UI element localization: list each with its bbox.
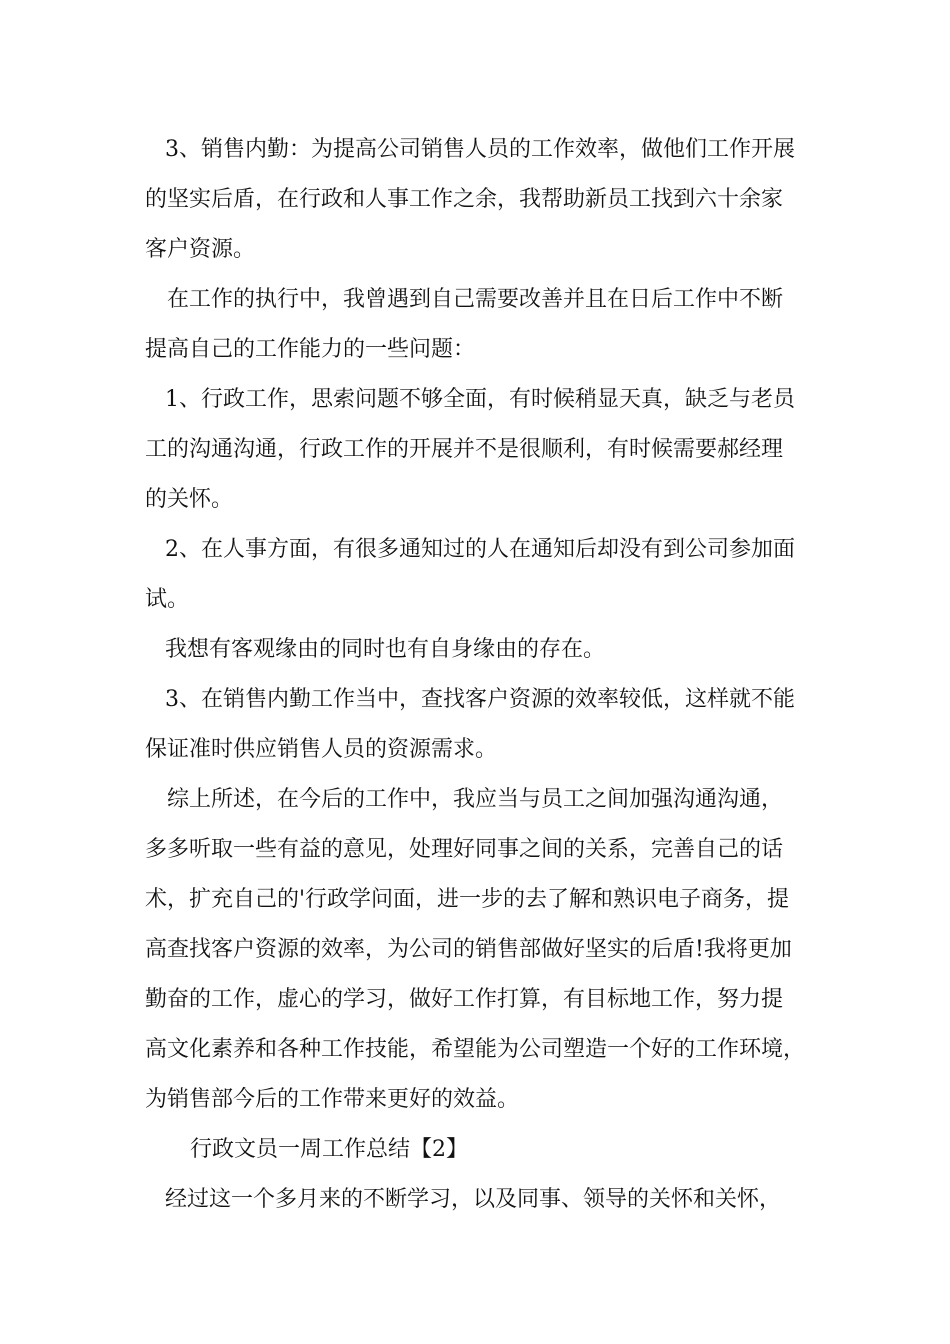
text-line: 在工作的执行中，我曾遇到自己需要改善并且在日后工作中不断 (167, 287, 784, 312)
text-line: 勤奋的工作，虚心的学习，做好工作打算，有目标地工作，努力提 (145, 987, 784, 1012)
text-line: 3、在销售内勤工作当中，查找客户资源的效率较低，这样就不能 (165, 687, 795, 712)
text-line: 高文化素养和各种工作技能，希望能为公司塑造一个好的工作环境， (145, 1037, 806, 1062)
text-line: 提高自己的工作能力的一些问题： (145, 337, 476, 362)
text-line: 3、销售内勤：为提高公司销售人员的工作效率，做他们工作开展 (165, 137, 795, 162)
text-line: 客户资源。 (145, 237, 256, 262)
text-line: 的关怀。 (145, 487, 234, 512)
text-line: 为销售部今后的工作带来更好的效益。 (145, 1087, 520, 1112)
text-line: 我想有客观缘由的同时也有自身缘由的存在。 (165, 637, 606, 662)
text-line: 经过这一个多月来的不断学习，以及同事、领导的关怀和关怀， (165, 1187, 782, 1212)
text-line: 的坚实后盾，在行政和人事工作之余，我帮助新员工找到六十余家 (145, 187, 784, 212)
text-line: 试。 (145, 587, 190, 612)
text-line: 多多听取一些有益的意见，处理好同事之间的关系，完善自己的话 (145, 837, 784, 862)
text-line: 工的沟通沟通，行政工作的开展并不是很顺利，有时候需要郝经理 (145, 437, 784, 462)
section-heading: 行政文员一周工作总结【2】 (190, 1137, 468, 1162)
text-line: 高查找客户资源的效率，为公司的销售部做好坚实的后盾!我将更加 (145, 937, 792, 962)
text-line: 2、在人事方面，有很多通知过的人在通知后却没有到公司参加面 (165, 537, 795, 562)
text-line: 术，扩充自己的'行政学问面，进一步的去了解和熟识电子商务，提 (145, 887, 790, 912)
text-line: 综上所述，在今后的工作中，我应当与员工之间加强沟通沟通， (167, 787, 784, 812)
text-line: 保证准时供应销售人员的资源需求。 (145, 737, 498, 762)
text-line: 1、行政工作，思索问题不够全面，有时候稍显天真，缺乏与老员 (165, 387, 795, 412)
